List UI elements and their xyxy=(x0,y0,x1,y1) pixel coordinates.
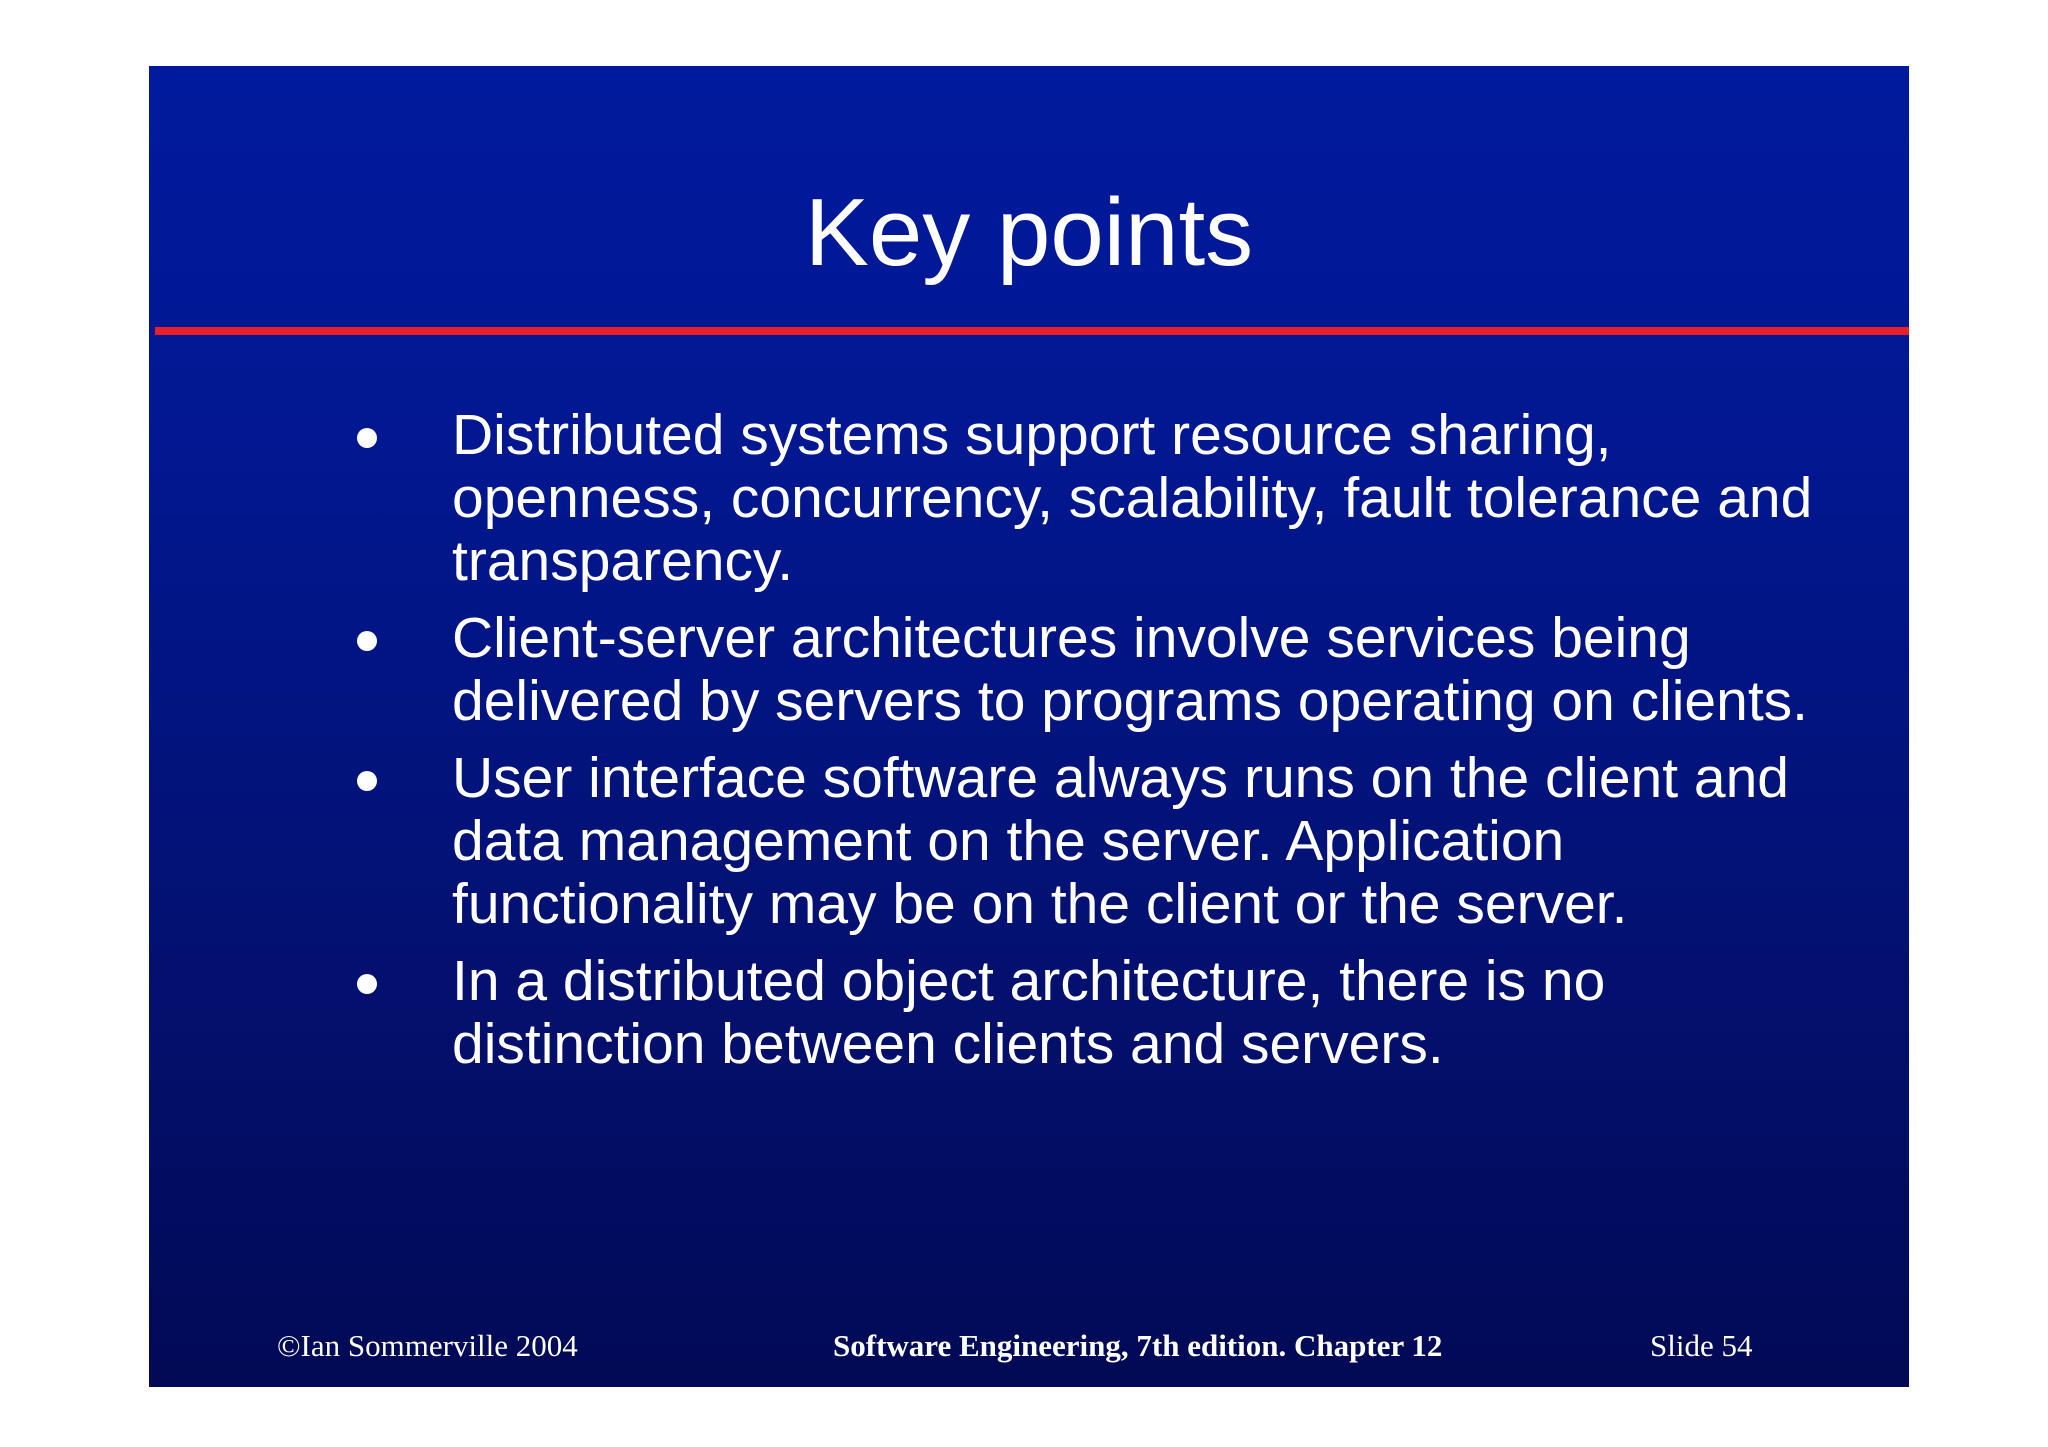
footer-book-title: Software Engineering, 7th edition. Chapter 12 xyxy=(833,1328,1443,1363)
footer-copyright: ©Ian Sommerville 2004 xyxy=(277,1328,578,1363)
bullet-item xyxy=(149,747,1852,936)
footer-slide-number: Slide 54 xyxy=(1650,1328,1753,1363)
bullet-dot-icon xyxy=(357,428,377,448)
bullet-dot-icon xyxy=(357,771,377,791)
bullet-item xyxy=(149,950,1852,1076)
bullet-dot-icon xyxy=(357,631,377,651)
slide-title: Key points xyxy=(804,179,1254,286)
slide xyxy=(149,66,1909,1387)
bullet-dot-icon xyxy=(357,974,377,994)
bullet-text: User interface software always runs on the client and data management on the server. Application functionality may be on the client or the server. xyxy=(452,746,1789,936)
bullet-text: Client-server architectures involve services being delivered by servers to programs operating on clients. xyxy=(452,606,1809,733)
bullet-text: In a distributed object architecture, there is no distinction between clients and servers. xyxy=(452,949,1606,1076)
bullet-text: Distributed systems support resource sharing, openness, concurrency, scalability, fault tolerance and transparency. xyxy=(452,403,1813,593)
bullet-list xyxy=(149,404,1909,1090)
title-underline xyxy=(155,327,1909,335)
bullet-item xyxy=(149,404,1852,593)
bullet-item xyxy=(149,607,1852,733)
